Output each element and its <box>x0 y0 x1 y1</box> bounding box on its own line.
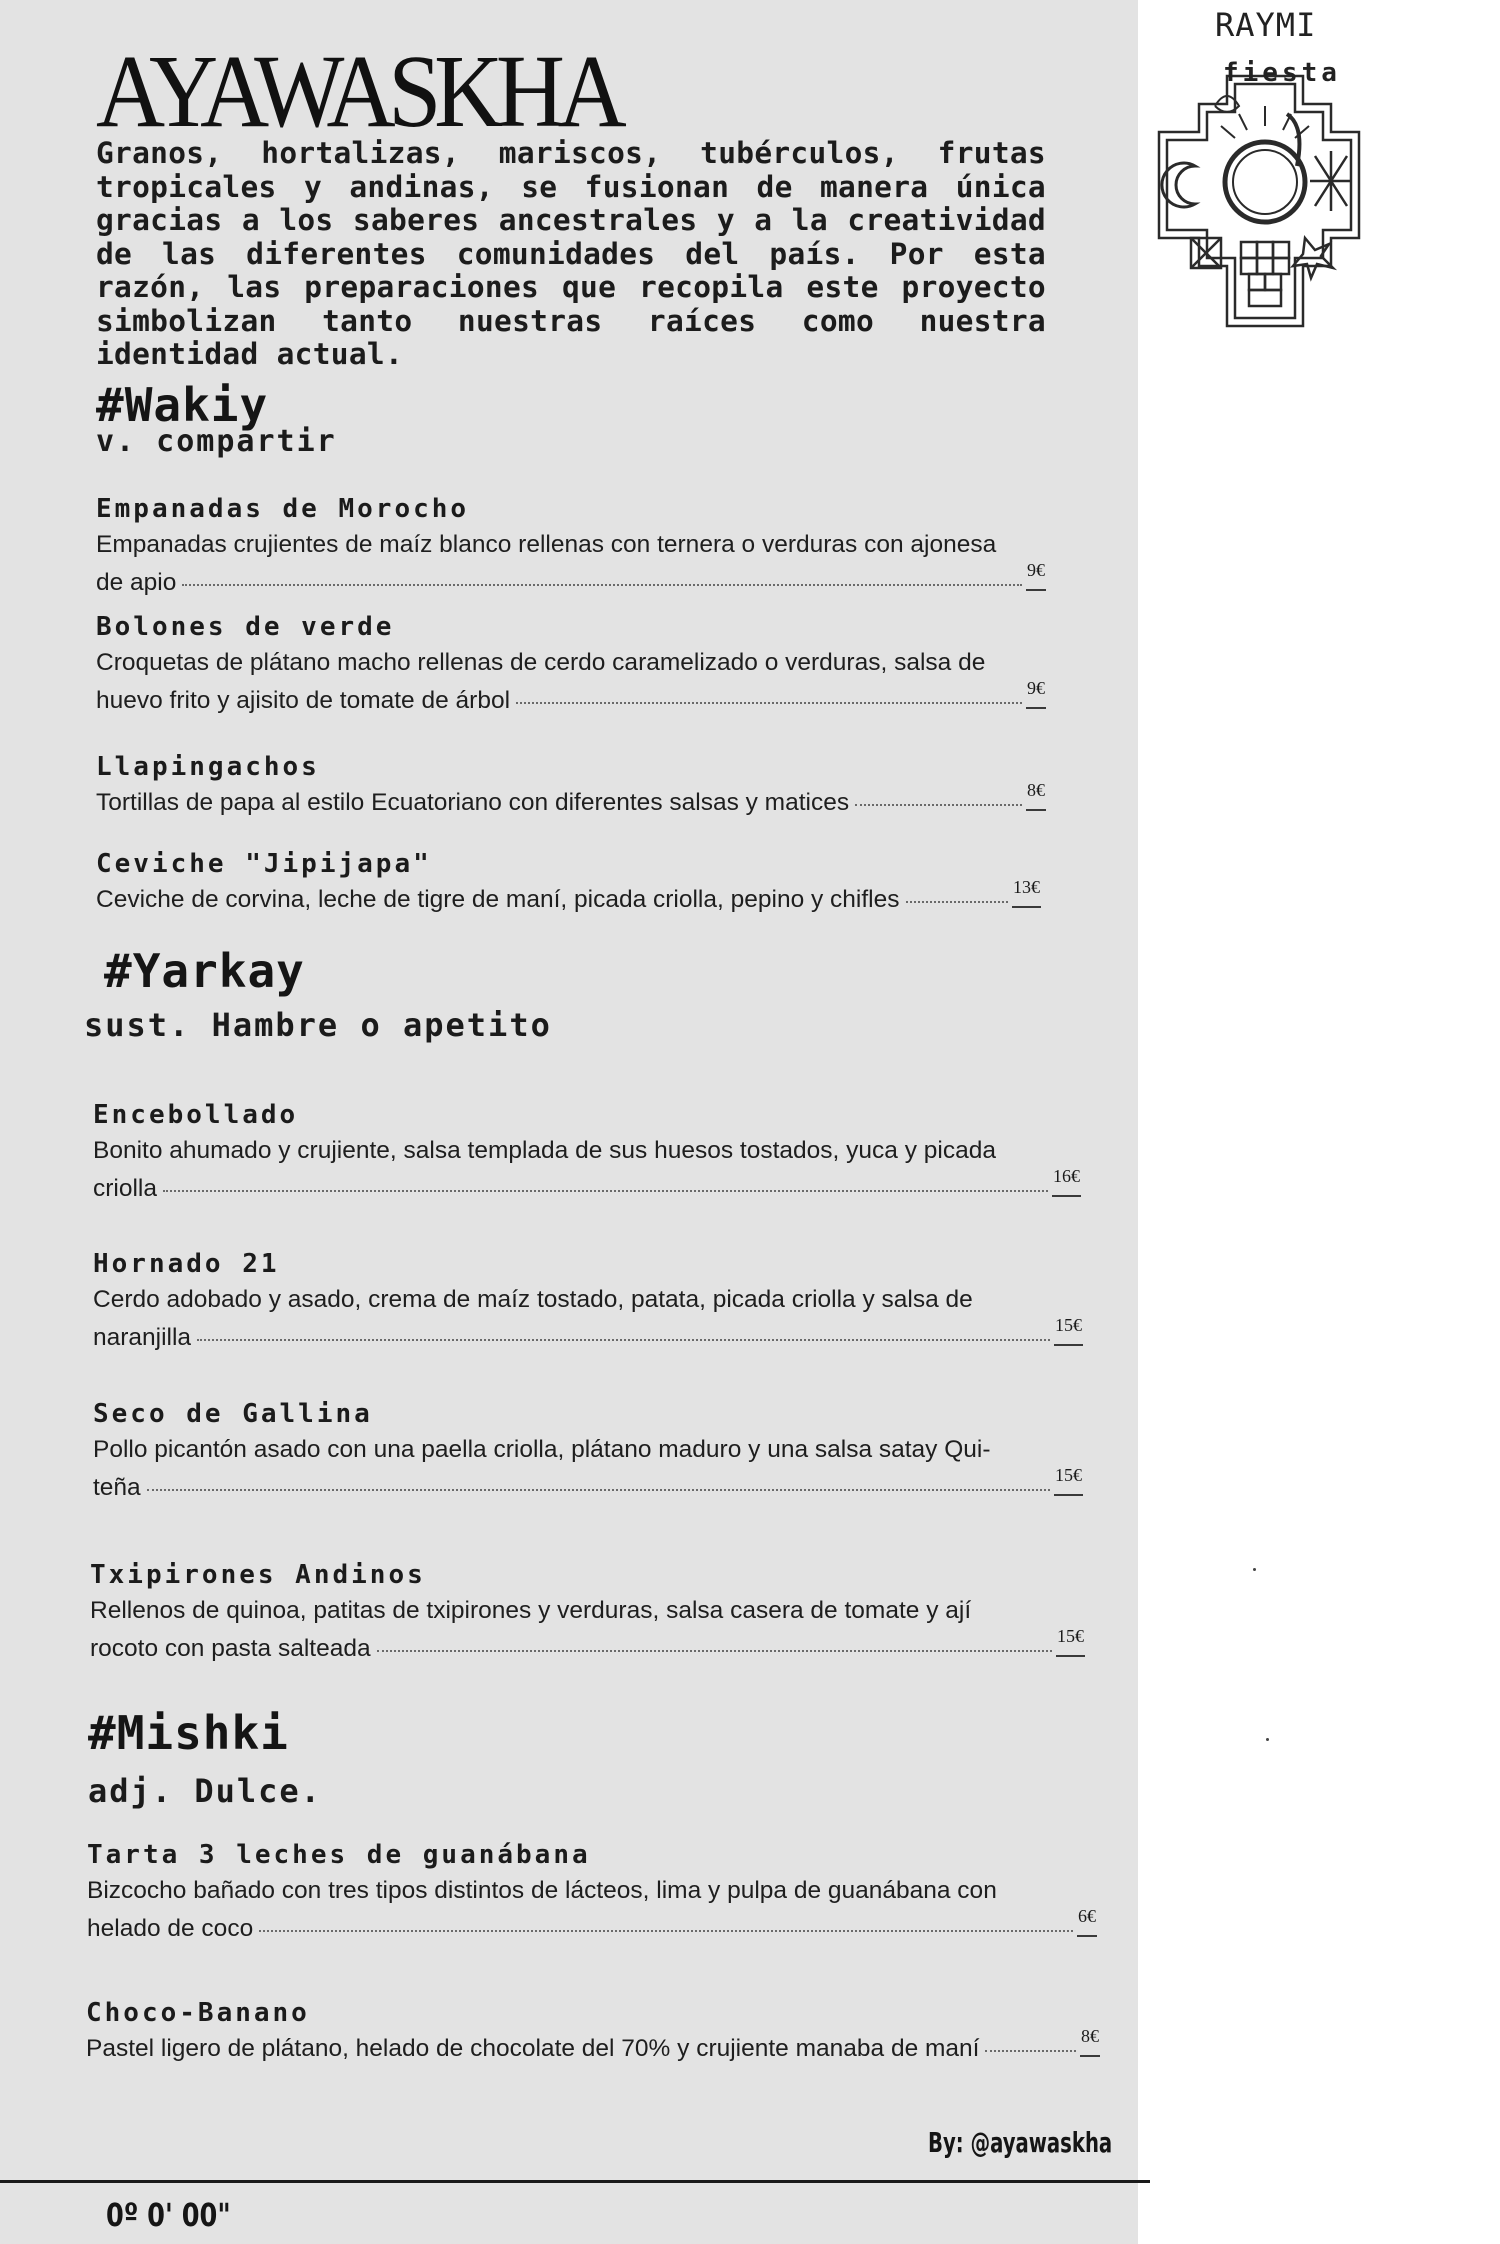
menu-item <box>96 612 1046 723</box>
item-description: Ceviche de corvina, leche de tigre de maní, picada criolla, pepino y chifles 13€ <box>96 881 1041 922</box>
dot-leader <box>259 1930 1073 1932</box>
item-name: Llapingachos <box>96 752 320 782</box>
bottom-rule <box>0 2180 1150 2183</box>
item-name: Ceviche "Jipijapa" <box>96 849 432 879</box>
item-name: Txipirones Andinos <box>90 1560 426 1590</box>
item-description: Rellenos de quinoa, patitas de txipirones y verduras, salsa casera de tomate y ají rocoto con pasta salteada 15€ <box>90 1597 1084 1662</box>
item-price: 13€ <box>1012 868 1041 908</box>
section-title-yarkay: #Yarkay <box>104 944 305 998</box>
menu-item <box>96 494 1046 605</box>
item-name: Choco-Banano <box>86 1998 310 2028</box>
dot-leader <box>182 584 1022 586</box>
section-title-mishki: #Mishki <box>88 1706 289 1760</box>
byline: By: @ayawaskha <box>928 2126 1113 2159</box>
item-price: 8€ <box>1080 2017 1100 2057</box>
item-price: 6€ <box>1077 1897 1097 1937</box>
item-name: Tarta 3 leches de guanábana <box>87 1840 591 1870</box>
dot-leader <box>163 1190 1048 1192</box>
item-name: Seco de Gallina <box>93 1399 373 1429</box>
dot-leader <box>906 901 1009 903</box>
item-price: 15€ <box>1054 1306 1083 1346</box>
dot-leader <box>377 1650 1052 1652</box>
coordinates: 0º 0' 00" <box>106 2196 231 2234</box>
section-title-wakiy: #Wakiy <box>96 378 269 432</box>
item-price: 8€ <box>1026 771 1046 811</box>
section-definition-wakiy: v. compartir <box>96 424 337 459</box>
item-description: Tortillas de papa al estilo Ecuatoriano con diferentes salsas y matices 8€ <box>96 784 1046 825</box>
menu-item <box>90 1560 1085 1671</box>
section-definition-mishki: adj. Dulce. <box>88 1772 322 1810</box>
item-description: Empanadas crujientes de maíz blanco rellenas con ternera o verduras con ajonesa de apio 9€ <box>96 531 1045 596</box>
section-definition-yarkay: sust. Hambre o apetito <box>84 1006 552 1044</box>
logo-title: RAYMI <box>1215 6 1317 44</box>
brand-title: AYAWASKHA <box>96 34 620 149</box>
logo-subtitle: fiesta <box>1223 58 1341 88</box>
item-price: 15€ <box>1054 1456 1083 1496</box>
menu-item <box>93 1100 1081 1211</box>
menu-item <box>87 1840 1097 1951</box>
item-description: Croquetas de plátano macho rellenas de cerdo caramelizado o verduras, salsa de huevo frito y ajisito de tomate de árbol 9€ <box>96 649 1045 714</box>
menu-item <box>93 1249 1083 1360</box>
dot-leader <box>855 804 1022 806</box>
item-price: 16€ <box>1052 1157 1081 1197</box>
speck <box>1253 1568 1256 1571</box>
raymi-logo <box>1155 6 1375 336</box>
item-price: 9€ <box>1026 551 1046 591</box>
item-description: Bonito ahumado y crujiente, salsa templada de sus huesos tostados, yuca y picada criolla 16€ <box>93 1137 1080 1202</box>
dot-leader <box>197 1339 1050 1341</box>
menu-item <box>96 849 1041 922</box>
item-description: Bizcocho bañado con tres tipos distintos de lácteos, lima y pulpa de guanábana con helado de coco 6€ <box>87 1877 1096 1942</box>
item-name: Bolones de verde <box>96 612 395 642</box>
menu-item <box>86 1998 1100 2071</box>
page-margin <box>1138 0 1500 2244</box>
speck <box>1266 1738 1269 1741</box>
item-description: Pollo picantón asado con una paella criolla, plátano maduro y una salsa satay Qui- teña 15€ <box>93 1436 1082 1501</box>
item-name: Empanadas de Morocho <box>96 494 470 524</box>
item-price: 9€ <box>1026 669 1046 709</box>
item-name: Encebollado <box>93 1100 299 1130</box>
dot-leader <box>516 702 1022 704</box>
menu-item <box>96 752 1046 825</box>
menu-item <box>93 1399 1083 1510</box>
dot-leader <box>147 1489 1050 1491</box>
chakana-icon <box>1155 6 1375 336</box>
intro-paragraph: Granos, hortalizas, mariscos, tubérculos, frutas tropicales y andinas, se fusionan de manera única gracias a los saberes ancestrales y a la creatividad de las diferentes comunidades del país. Por esta razón, las preparaciones que recopila este proyecto simbolizan tanto nuestras raíces como nuestra identidad actual. <box>96 136 1046 371</box>
item-description: Pastel ligero de plátano, helado de chocolate del 70% y crujiente manaba de maní 8€ <box>86 2030 1100 2071</box>
item-description: Cerdo adobado y asado, crema de maíz tostado, patata, picada criolla y salsa de naranjilla 15€ <box>93 1286 1082 1351</box>
item-name: Hornado 21 <box>93 1249 280 1279</box>
dot-leader <box>985 2050 1076 2052</box>
item-price: 15€ <box>1056 1617 1085 1657</box>
